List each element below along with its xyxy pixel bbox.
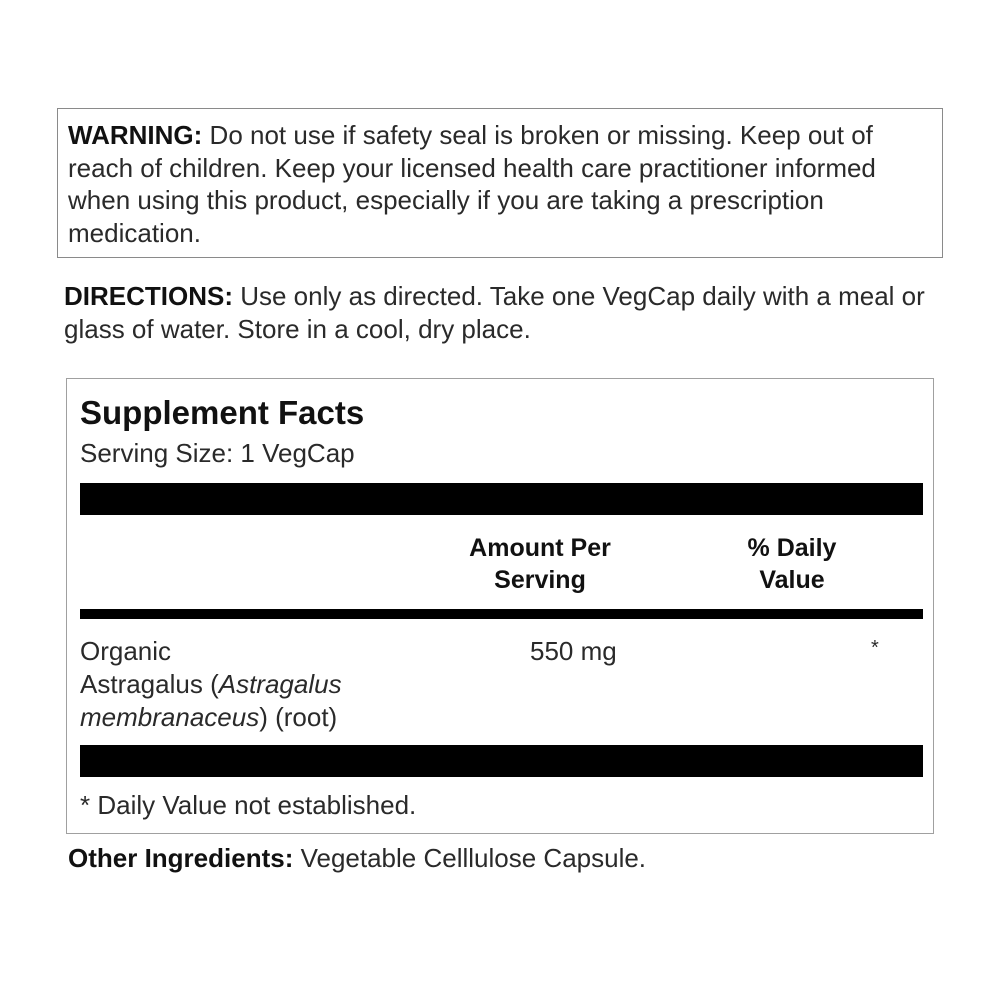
bottom-divider-bar [80,745,923,777]
directions-text: Use only as directed. Take one VegCap daily with a meal or glass of water. Store in a cool, dry place. [64,281,925,344]
warning-label: WARNING: [68,120,203,150]
dv-header-line2: Value [759,566,825,594]
serving-size: Serving Size: 1 VegCap [80,438,355,468]
ingredient-name-line3 [80,701,400,734]
ingredient-name-line1: Organic [80,636,172,666]
amount-header-line1: Amount Per [469,534,611,562]
other-ingredients [68,842,646,874]
amount-per-serving-header [450,532,630,596]
ingredient-common-name: Astragalus ( [80,669,219,699]
dv-header-line1: % Daily [747,534,837,562]
warning-box [57,108,943,258]
amount-header-line2: Serving [494,566,586,594]
warning-text: Do not use if safety seal is broken or missing. Keep out of reach of children. Keep your licensed health care practitioner informed when using this product, especially if you are taking a prescription medication. [68,120,876,248]
directions-paragraph [64,280,944,346]
other-ingredients-text: Vegetable Celllulose Capsule. [293,843,647,873]
header-divider-bar [80,609,923,619]
daily-value-header [727,532,857,596]
ingredient-name-line2 [80,668,400,701]
directions-label: DIRECTIONS: [64,281,233,311]
top-divider-bar [80,483,923,515]
ingredient-latin-genus: Astragalus [218,669,342,699]
daily-value-footnote: * Daily Value not established. [80,790,417,820]
ingredient-daily-value: * [871,637,879,659]
ingredient-latin-species: membranaceus [80,702,260,732]
supplement-facts-title: Supplement Facts [80,394,365,431]
ingredient-part: ) (root) [259,702,338,732]
ingredient-amount: 550 mg [530,636,617,666]
other-ingredients-label: Other Ingredients: [68,843,294,873]
ingredient-name [80,635,400,734]
supplement-facts-panel [66,378,934,834]
